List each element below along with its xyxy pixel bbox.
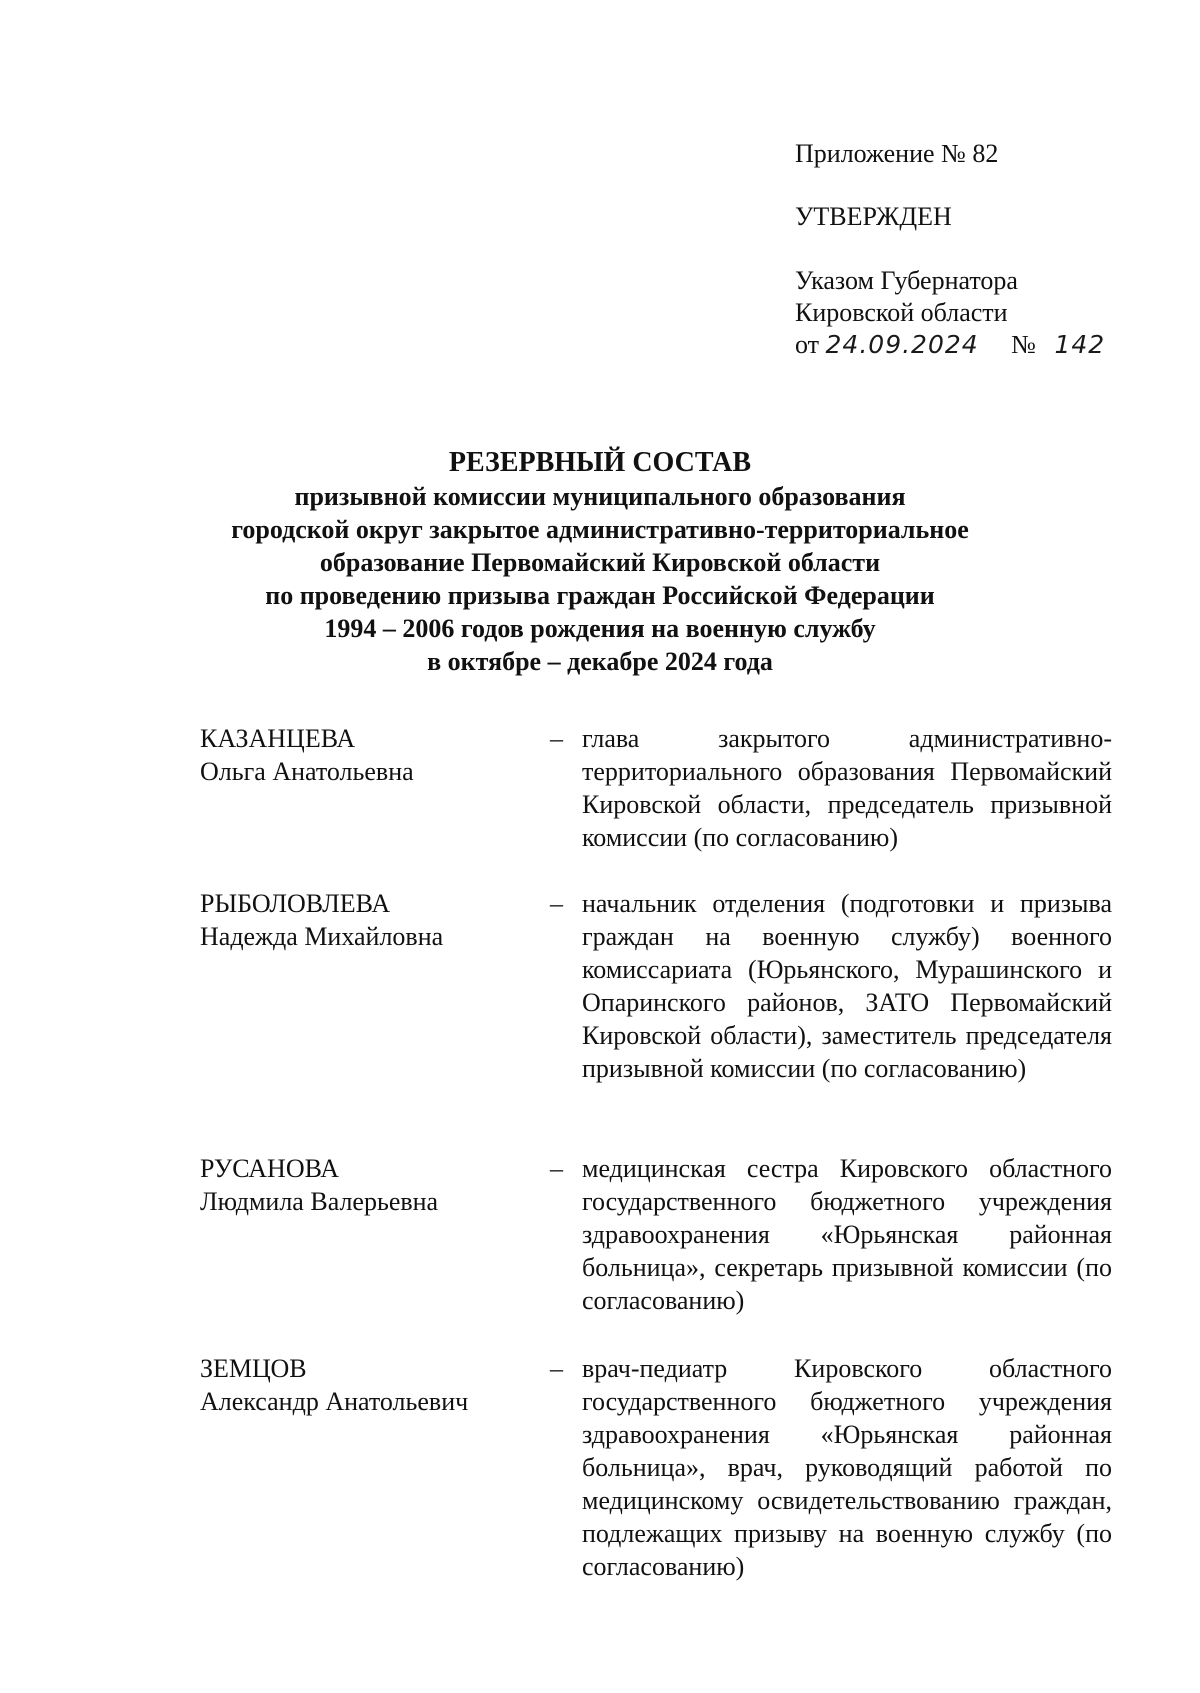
member-name [200,722,530,788]
subtitle-line: в октябре – декабре 2024 года [427,647,773,676]
member-role: начальник отделения (подготовки и призыва граждан на военную службу) военного комиссариата (Юрьянского, Мурашинского и Опаринского районов, ЗАТО Первомайский Кировской области), заместитель председателя призывной комиссии (по согласованию) [582,889,1112,1083]
decree-line-2: Кировской области [795,298,1008,327]
subtitle-line: призывной комиссии муниципального образования [294,482,906,511]
member-dash: – [550,1154,563,1183]
member-dash: – [550,889,563,918]
member-surname: РУСАНОВА [200,1154,340,1183]
member-given-names: Людмила Валерьевна [200,1187,439,1216]
subtitle-line: городской округ закрытое административно-территориальное [231,515,969,544]
member-given-names: Надежда Михайловна [200,922,444,951]
member-role: глава закрытого административно-территориального образования Первомайский Кировской области, председатель призывной комиссии (по согласованию) [582,724,1112,852]
member-name [200,887,530,953]
subtitle-line: образование Первомайский Кировской области [319,548,881,577]
handwritten-date: 24.09.2024 [825,330,979,359]
member-name [200,1152,530,1218]
member-given-names: Ольга Анатольевна [200,757,414,786]
decree-line-1: Указом Губернатора [795,266,1018,295]
member-given-names: Александр Анатольевич [200,1387,469,1416]
subtitle-line: 1994 – 2006 годов рождения на военную службу [324,614,876,643]
approved-stamp-text: УТВЕРЖДЕН [795,202,952,231]
member-surname: ЗЕМЦОВ [200,1354,307,1383]
member-surname: КАЗАНЦЕВА [200,724,356,753]
member-dash: – [550,724,563,753]
member-role: врач-педиатр Кировского областного государственного бюджетного учреждения здравоохранения «Юрьянская районная больница», врач, руководящий работой по медицинскому освидетельствованию граждан, подлежащих призыву на военную службу (по согласованию) [582,1354,1112,1581]
subtitle-line: по проведению призыва граждан Российской Федерации [265,581,935,610]
document-title [150,446,1050,678]
date-prefix: от [795,330,820,359]
member-dash: – [550,1354,563,1383]
member-name [200,1352,530,1418]
approval-block [795,138,1155,361]
number-sign: № [1011,330,1036,359]
decree-date-line [795,329,1155,361]
title-main: РЕЗЕРВНЫЙ СОСТАВ [448,447,752,478]
annex-number: Приложение № 82 [795,139,999,168]
member-surname: РЫБОЛОВЛЕВА [200,889,391,918]
handwritten-number: 142 [1054,330,1106,359]
member-role: медицинская сестра Кировского областного государственного бюджетного учреждения здравоохранения «Юрьянская районная больница», секретарь призывной комиссии (по согласованию) [582,1154,1112,1315]
title-subtitle [150,480,1050,678]
